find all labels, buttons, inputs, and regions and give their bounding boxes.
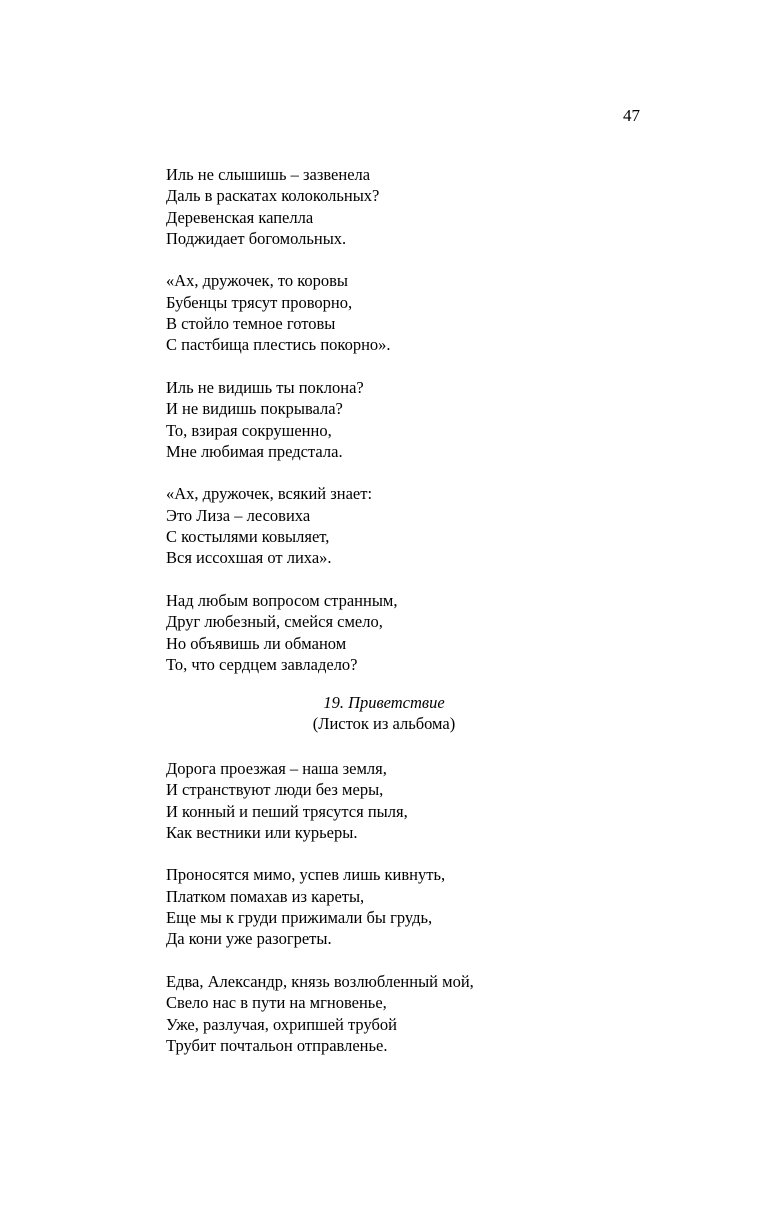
verse-line: И странствуют люди без меры, — [166, 780, 384, 800]
stanza — [166, 971, 646, 1056]
stanza — [166, 270, 646, 355]
verse-line: Бубенцы трясут проворно, — [166, 292, 353, 312]
verse-line: Едва, Александр, князь возлюбленный мой, — [166, 971, 474, 991]
verse-line: Проносятся мимо, успев лишь кивнуть, — [166, 865, 446, 885]
poem-2 — [166, 758, 646, 1077]
verse-line: «Ах, дружочек, то коровы — [166, 271, 348, 291]
verse-line: Еще мы к груди прижимали бы грудь, — [166, 908, 433, 928]
poem-subtitle: (Листок из альбома) — [312, 714, 456, 734]
verse-line: Иль не видишь ты поклона? — [166, 377, 364, 397]
verse-line: Друг любезный, смейся смело, — [166, 612, 383, 632]
poem-1 — [166, 164, 646, 696]
verse-line: И не видишь покрывала? — [166, 399, 343, 419]
verse-line: «Ах, дружочек, всякий знает: — [166, 484, 373, 504]
verse-line: Но объявишь ли обманом — [166, 633, 347, 653]
verse-line: Свело нас в пути на мгновенье, — [166, 993, 387, 1013]
verse-line: С пастбища плестись покорно». — [166, 335, 391, 355]
stanza — [166, 164, 646, 249]
verse-line: Как вестники или курьеры. — [166, 822, 358, 842]
stanza — [166, 483, 646, 568]
verse-line: Над любым вопросом странным, — [166, 590, 398, 610]
verse-line: То, что сердцем завладело? — [166, 654, 358, 674]
verse-line: Это Лиза – лесовиха — [166, 505, 311, 525]
verse-line: Дорога проезжая – наша земля, — [166, 759, 387, 778]
verse-line: Деревенская капелла — [166, 207, 314, 227]
verse-line: Даль в раскатах колокольных? — [166, 186, 380, 206]
verse-line: Мне любимая предстала. — [166, 441, 343, 461]
verse-line: В стойло темное готовы — [166, 314, 336, 334]
stanza — [166, 864, 646, 949]
verse-line: То, взирая сокрушенно, — [166, 420, 332, 440]
stanza — [166, 377, 646, 462]
poem-title: 19. Приветствие — [323, 693, 445, 712]
stanza — [166, 590, 646, 675]
stanza — [166, 758, 646, 843]
verse-line: Трубит почтальон отправленье. — [166, 1035, 388, 1055]
verse-line: Поджидает богомольных. — [166, 228, 347, 248]
verse-line: Иль не слышишь – зазвенела — [166, 165, 371, 184]
verse-line: И конный и пеший трясутся пыля, — [166, 801, 408, 821]
verse-line: С костылями ковыляет, — [166, 527, 330, 547]
verse-line: Уже, разлучая, охрипшей трубой — [166, 1014, 397, 1034]
verse-line: Платком помахав из кареты, — [166, 886, 365, 906]
verse-line: Да кони уже разогреты. — [166, 929, 332, 949]
verse-line: Вся иссохшая от лиха». — [166, 548, 332, 568]
page-number: 47 — [623, 106, 640, 125]
poem-heading — [166, 692, 602, 735]
